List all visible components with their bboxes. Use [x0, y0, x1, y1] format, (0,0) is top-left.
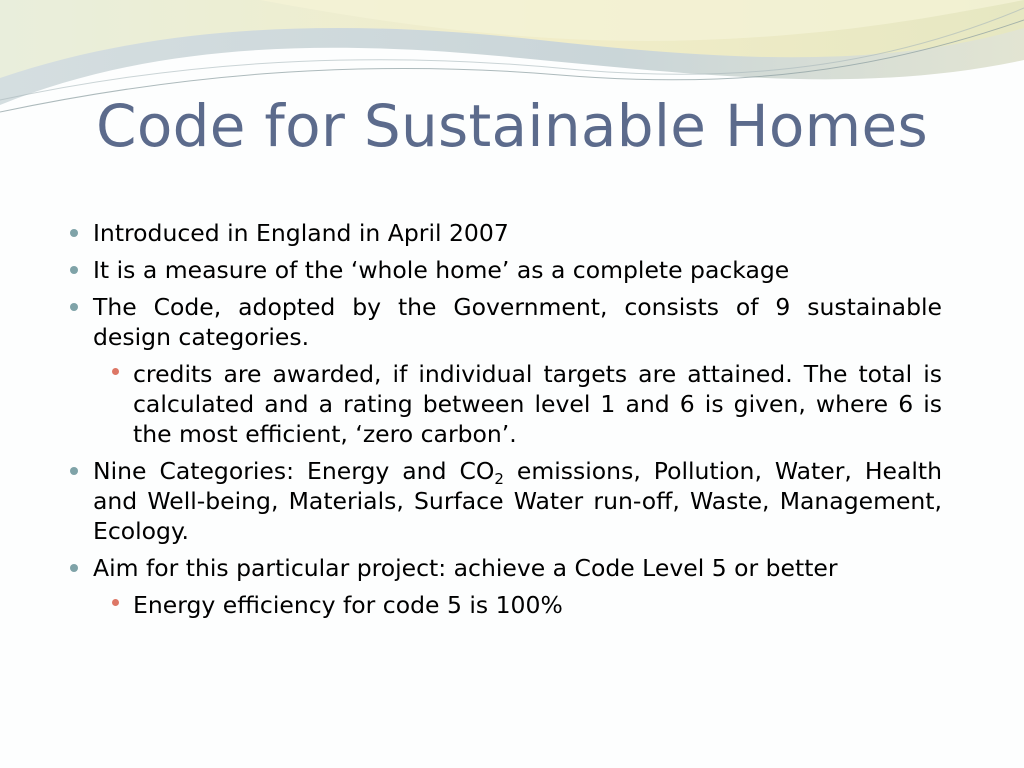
bullet-dot-icon — [70, 266, 78, 274]
sub-bullet-item — [68, 359, 942, 449]
bullet-item — [68, 553, 942, 583]
bullet-dot-icon — [70, 303, 78, 311]
sub-bullet-text: credits are awarded, if individual targets are attained. The total is calculated and a rating between level 1 and 6 is given, where 6 is the most efficient, ‘zero carbon’. — [133, 360, 942, 448]
sub-bullet-item — [68, 590, 942, 620]
sub-bullet-text: Energy efficiency for code 5 is 100% — [133, 591, 563, 619]
sub-bullet-dot-icon — [112, 368, 119, 375]
bullet-text: The Code, adopted by the Government, consists of 9 sustainable design categories. — [93, 293, 942, 351]
bullet-text: It is a measure of the ‘whole home’ as a complete package — [93, 256, 790, 284]
bullet-item — [68, 218, 942, 248]
bullet-item — [68, 456, 942, 546]
bullet-text-part: Nine Categories: Energy and CO — [93, 457, 495, 485]
subscript-2: 2 — [494, 470, 504, 488]
sub-bullet-dot-icon — [112, 599, 119, 606]
bullet-text: Introduced in England in April 2007 — [93, 219, 509, 247]
bullet-item — [68, 255, 942, 285]
bullet-text-part: emissions, Pollution, Water, Health and Well-being, Materials, Surface Water run-off, Waste, Management, Ecology. — [93, 457, 942, 545]
bullet-dot-icon — [70, 467, 78, 475]
slide-title: Code for Sustainable Homes — [96, 92, 928, 160]
bullet-list — [68, 218, 942, 627]
bullet-dot-icon — [70, 229, 78, 237]
bullet-dot-icon — [70, 564, 78, 572]
bullet-item — [68, 292, 942, 352]
bullet-text: Aim for this particular project: achieve a Code Level 5 or better — [93, 554, 838, 582]
